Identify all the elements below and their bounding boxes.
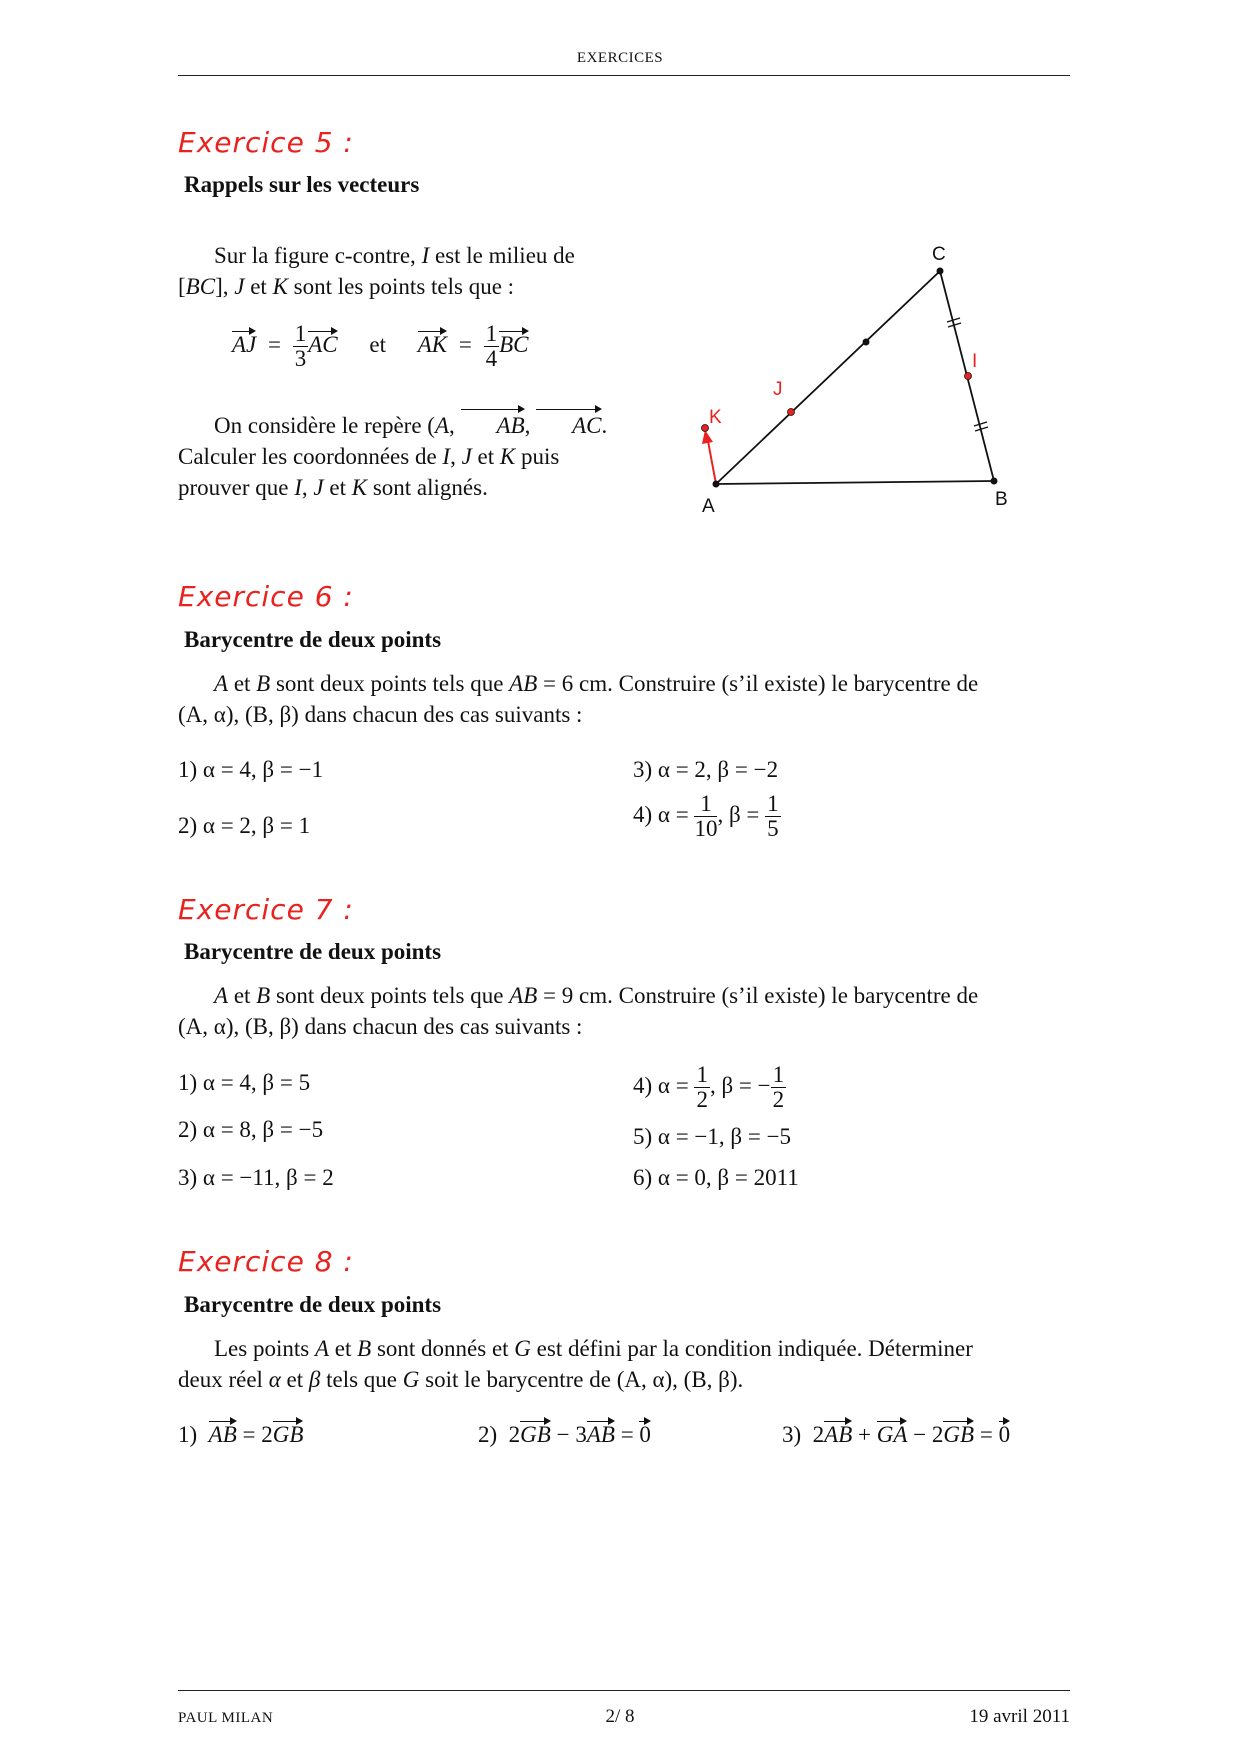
exercise-5-intro: Sur la figure c-contre, I est le milieu de [BC], J et K sont les points tels que : xyxy=(178,243,575,299)
footer-author: PAUL MILAN xyxy=(178,1710,274,1726)
exercise-8-title: Exercice 8 : xyxy=(178,1245,354,1278)
exercise-5-title: Exercice 5 : xyxy=(178,126,354,159)
point-A xyxy=(713,481,720,488)
running-header: EXERCICES xyxy=(576,50,664,66)
point-midpoint-AC xyxy=(863,339,870,346)
vector-AK-arrowhead xyxy=(702,430,713,444)
exercise-7-title: Exercice 7 : xyxy=(178,893,354,926)
point-C xyxy=(937,268,944,275)
exercise-6-subtitle: Barycentre de deux points xyxy=(184,627,442,652)
vector-AK: AK xyxy=(418,328,447,358)
triangle-figure xyxy=(690,240,1030,520)
exercise-7-case-5: 5) α = −1, β = −5 xyxy=(633,1124,792,1149)
exercise-7-case-6: 6) α = 0, β = 2011 xyxy=(633,1165,799,1190)
exercise-5-equations: AJ = $\frac{1}{3}$ AC et AK = $\frac{1}{4}$ BC xyxy=(232,321,529,371)
exercise-7-case-1: 1) α = 4, β = 5 xyxy=(178,1070,311,1095)
footer-date: 19 avril 2011 xyxy=(969,1706,1070,1727)
side-AC xyxy=(716,271,940,484)
exercise-7-case-4: 4) α = $\frac{1}{2}$ , β = − $\frac{1}{2}$ xyxy=(633,1062,785,1112)
fraction-one-third: $\frac{1}{3}$ xyxy=(294,321,307,371)
exercise-8-case-1: 1) AB = 2GB xyxy=(178,1418,303,1448)
exercise-8-subtitle: Barycentre de deux points xyxy=(184,1292,442,1317)
vector-AB: AB xyxy=(461,406,525,441)
point-I xyxy=(965,373,972,380)
label-C: C xyxy=(932,244,946,265)
header-rule xyxy=(178,75,1070,76)
fraction-one-quarter: $\frac{1}{4}$ xyxy=(485,321,498,371)
footer-page-number: 2/ 8 xyxy=(605,1706,635,1727)
label-K: K xyxy=(709,407,722,428)
exercise-7-statement: A et B sont deux points tels que AB = 9 cm. Construire (s’il existe) le barycentre de (A, α), (B, β) dans chacun des cas suivants : xyxy=(178,983,979,1039)
point-K xyxy=(702,425,709,432)
exercise-6-case-1: 1) α = 4, β = −1 xyxy=(178,757,324,782)
label-B: B xyxy=(995,489,1008,510)
exercise-7-subtitle: Barycentre de deux points xyxy=(184,939,442,964)
exercise-7-case-2: 2) α = 8, β = −5 xyxy=(178,1117,324,1142)
side-AB xyxy=(716,481,994,484)
vector-AC: AC xyxy=(308,328,337,358)
exercise-8-case-3: 3) 2AB + GA − 2GB = 0 xyxy=(782,1418,1010,1448)
exercise-6-case-2: 2) α = 2, β = 1 xyxy=(178,813,311,838)
point-B xyxy=(991,478,998,485)
point-J xyxy=(788,409,795,416)
vector-AJ: AJ xyxy=(232,328,256,358)
vector-AC-frame: AC xyxy=(536,406,601,441)
exercise-5-question: On considère le repère (A, AB, AC. Calculer les coordonnées de I, J et K puis prouver que I, J et K sont alignés. xyxy=(178,406,614,503)
exercise-6-case-4: 4) α = $\frac{1}{10}$ , β = $\frac{1}{5}$ xyxy=(633,791,779,841)
exercise-7-case-3: 3) α = −11, β = 2 xyxy=(178,1165,334,1190)
label-I: I xyxy=(972,351,978,372)
vector-BC: BC xyxy=(499,328,528,358)
label-J: J xyxy=(773,379,783,400)
exercise-8-statement: Les points A et B sont donnés et G est défini par la condition indiquée. Déterminer deux réel α et β tels que G soit le barycentre de (A, α), (B, β). xyxy=(178,1336,973,1392)
footer-rule xyxy=(178,1690,1070,1691)
exercise-8-case-2: 2) 2GB − 3AB = 0 xyxy=(478,1418,651,1448)
exercise-5-subtitle: Rappels sur les vecteurs xyxy=(184,172,420,197)
exercise-6-title: Exercice 6 : xyxy=(178,580,354,613)
label-A: A xyxy=(702,496,715,517)
exercise-6-statement: A et B sont deux points tels que AB = 6 cm. Construire (s’il existe) le barycentre de (A, α), (B, β) dans chacun des cas suivants : xyxy=(178,671,979,727)
exercise-6-case-3: 3) α = 2, β = −2 xyxy=(633,757,779,782)
vector-AK-arrow xyxy=(708,441,716,484)
